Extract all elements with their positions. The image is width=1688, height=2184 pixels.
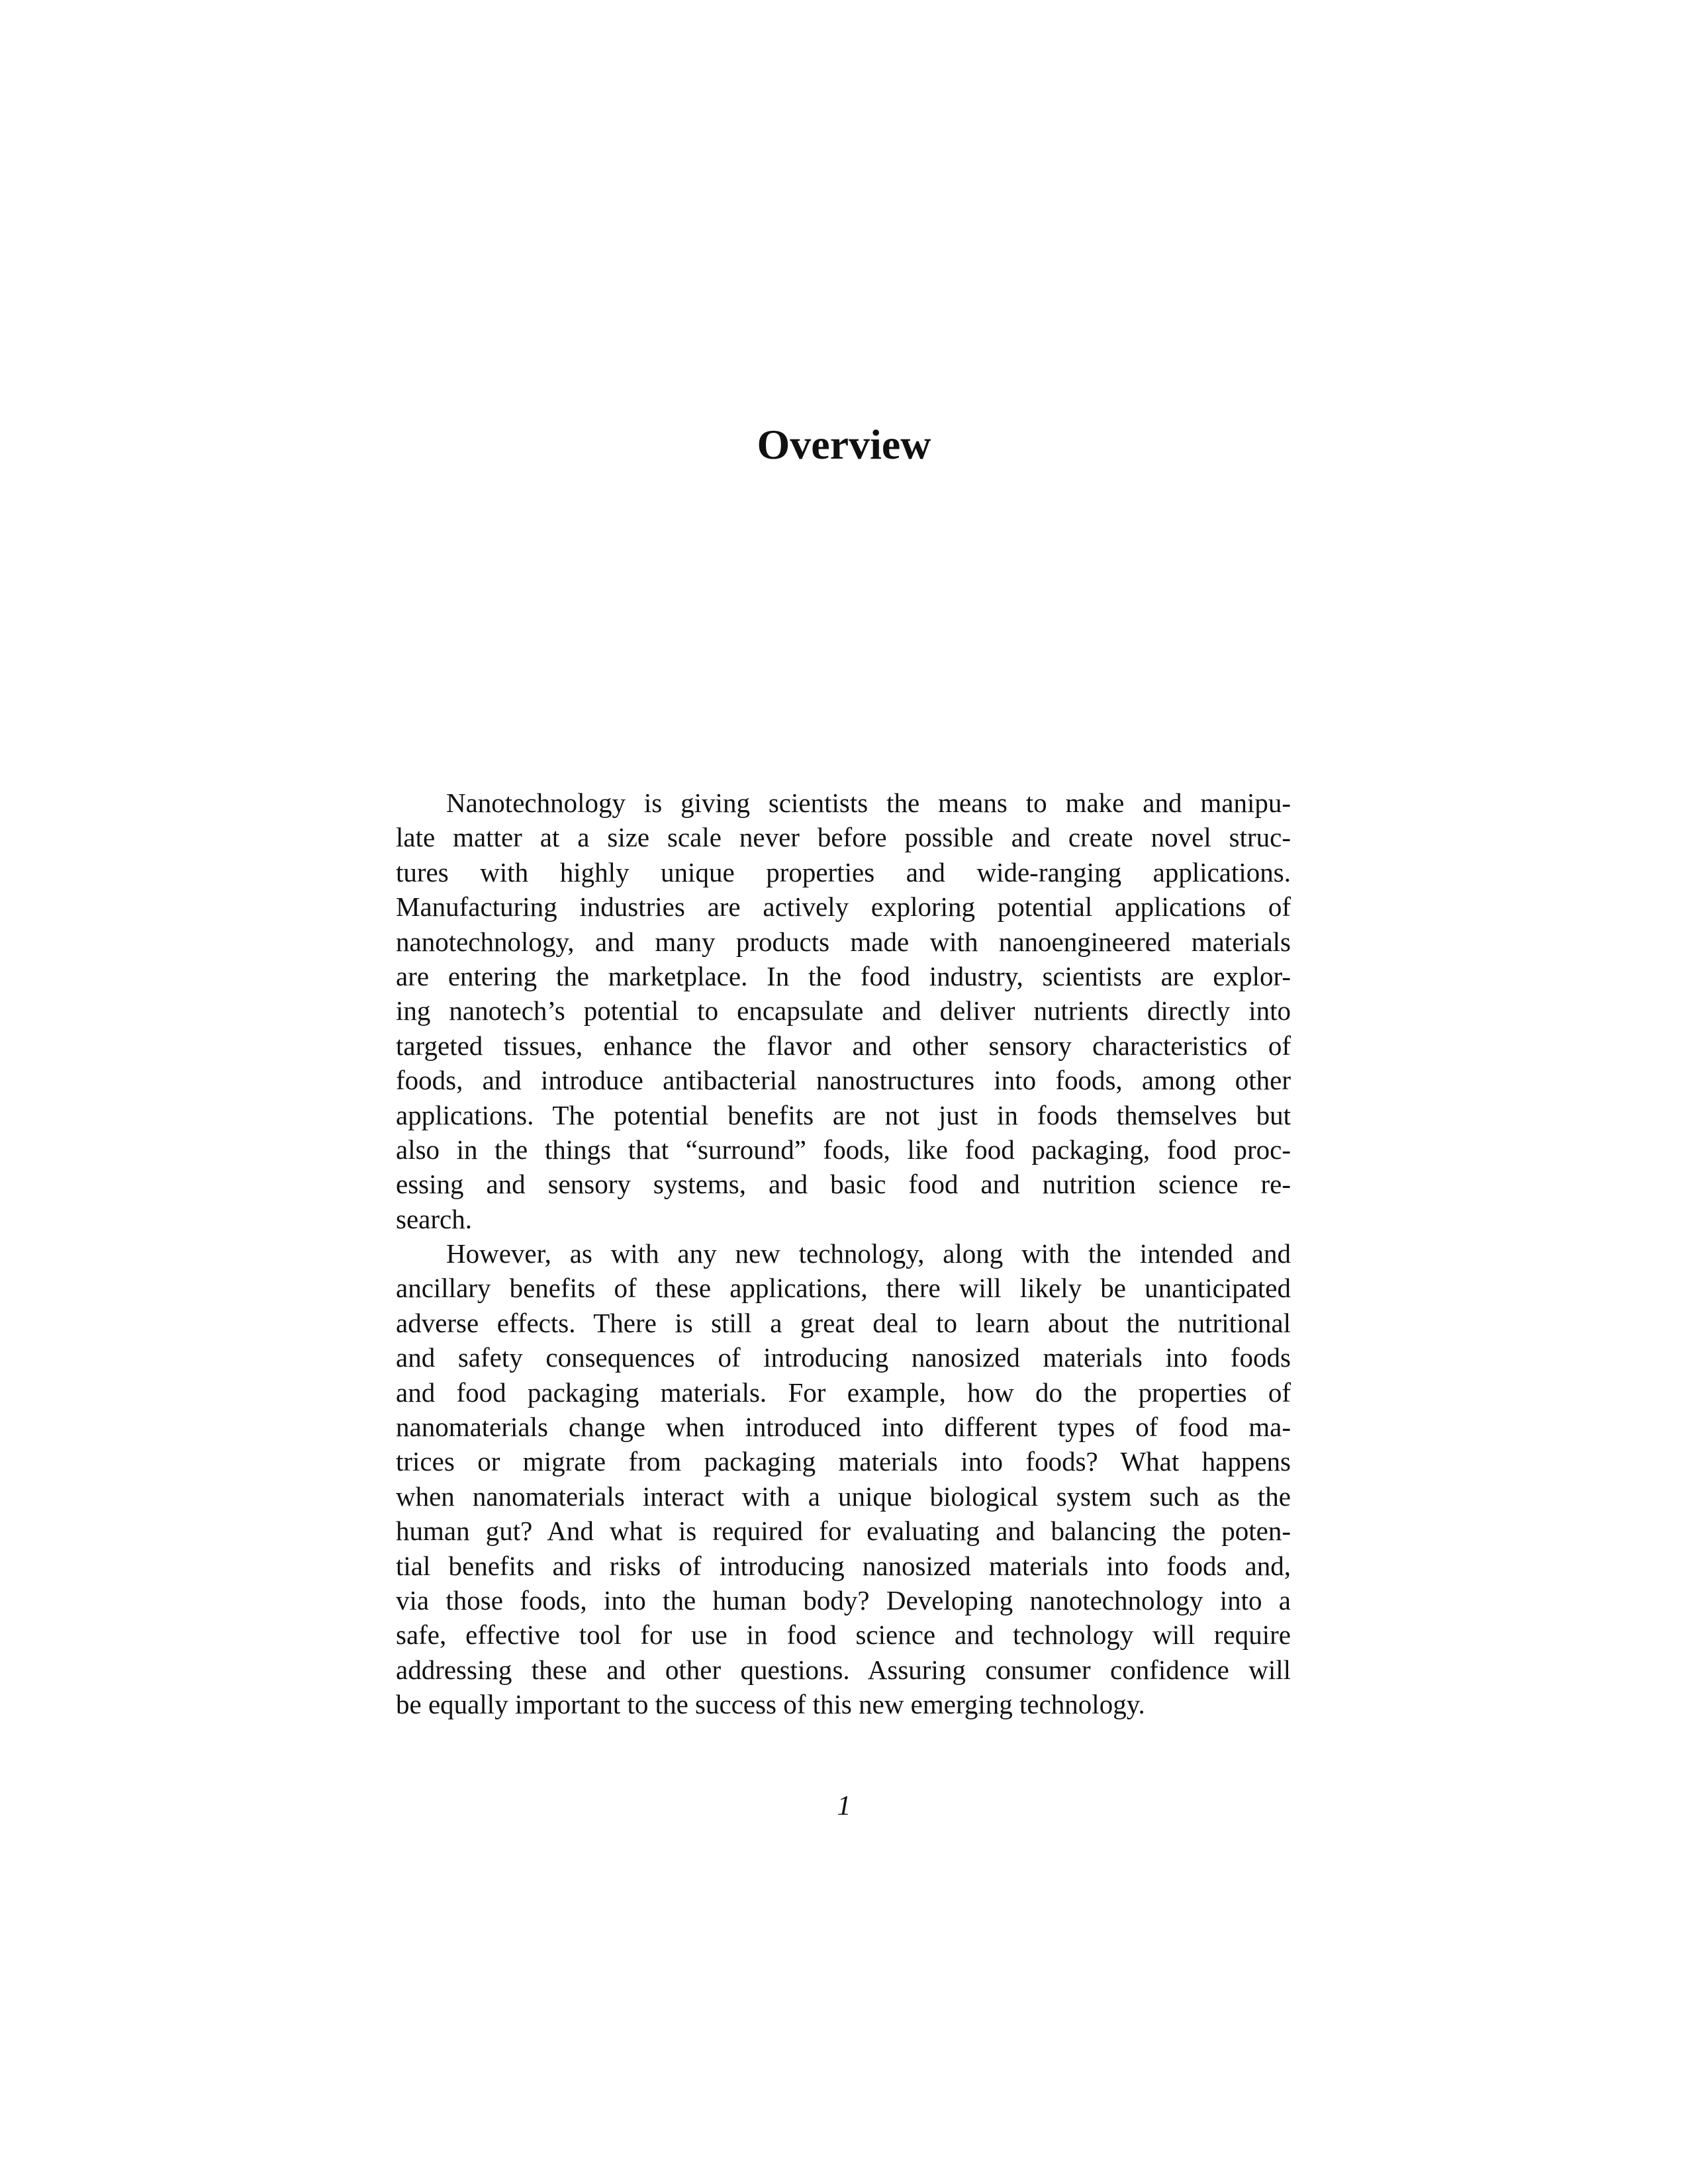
text-line: adverse effects. There is still a great deal to learn about the nutritional xyxy=(396,1307,1291,1338)
page-number: 1 xyxy=(837,1791,851,1821)
body-text xyxy=(396,786,1291,1722)
text-line: tial benefits and risks of introducing nanosized materials into foods and, xyxy=(396,1550,1291,1581)
text-line: tures with highly unique properties and wide-ranging applications. xyxy=(396,856,1291,887)
text-line: be equally important to the success of this new emerging technology. xyxy=(396,1689,1145,1720)
text-line: and safety consequences of introducing nanosized materials into foods xyxy=(396,1342,1291,1373)
text-line: ing nanotech’s potential to encapsulate and deliver nutrients directly into xyxy=(396,995,1291,1026)
text-line: when nanomaterials interact with a unique biological system such as the xyxy=(396,1480,1291,1512)
text-line: search. xyxy=(396,1203,472,1234)
text-line: ancillary benefits of these applications, there will likely be unanticipated xyxy=(396,1273,1291,1304)
text-line: are entering the marketplace. In the food industry, scientists are explor- xyxy=(396,960,1291,991)
text-line: addressing these and other questions. Assuring consumer confidence will xyxy=(396,1654,1291,1685)
text-line: and food packaging materials. For example, how do the properties of xyxy=(396,1377,1291,1408)
text-line: However, as with any new technology, along with the intended and xyxy=(446,1238,1291,1269)
text-line: late matter at a size scale never before possible and create novel struc- xyxy=(396,822,1291,853)
text-line: foods, and introduce antibacterial nanostructures into foods, among other xyxy=(396,1065,1291,1096)
text-line: applications. The potential benefits are not just in foods themselves but xyxy=(396,1099,1291,1130)
text-line: human gut? And what is required for evaluating and balancing the poten- xyxy=(396,1516,1291,1547)
text-line: trices or migrate from packaging materials into foods? What happens xyxy=(396,1446,1291,1477)
text-line: essing and sensory systems, and basic food and nutrition science re- xyxy=(396,1169,1291,1200)
text-line: nanomaterials change when introduced into different types of food ma- xyxy=(396,1412,1291,1443)
text-line: also in the things that “surround” foods, like food packaging, food proc- xyxy=(396,1134,1291,1165)
text-line: via those foods, into the human body? Developing nanotechnology into a xyxy=(396,1584,1291,1615)
text-line: Nanotechnology is giving scientists the means to make and manipu- xyxy=(446,788,1291,818)
text-line: safe, effective tool for use in food science and technology will require xyxy=(396,1619,1291,1651)
text-line: Manufacturing industries are actively exploring potential applications of xyxy=(396,891,1291,923)
text-line: targeted tissues, enhance the flavor and other sensory characteristics of xyxy=(396,1030,1291,1061)
text-line: nanotechnology, and many products made with nanoengineered materials xyxy=(396,926,1291,957)
page-title: Overview xyxy=(757,421,931,468)
